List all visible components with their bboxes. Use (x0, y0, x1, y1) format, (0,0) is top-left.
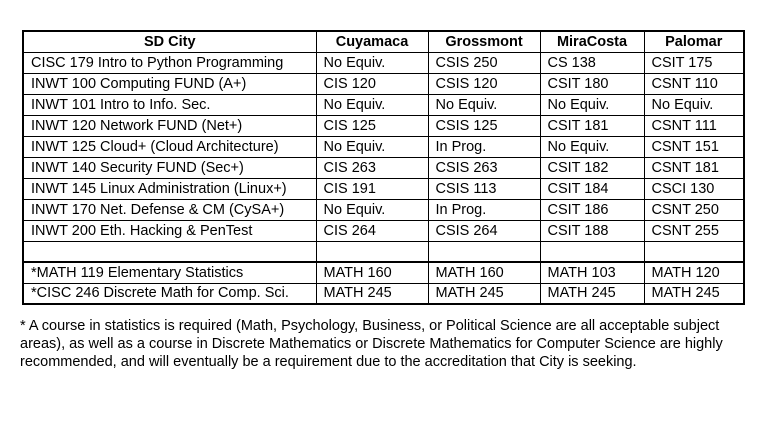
table-row (23, 94, 744, 115)
equivalent-course-cell: CSIT 186 (540, 199, 644, 220)
table-row (23, 178, 744, 199)
equivalent-course-cell: CSIT 175 (644, 52, 744, 73)
table-body (23, 52, 744, 304)
table-row (23, 220, 744, 241)
equivalent-course-cell: No Equiv. (316, 52, 428, 73)
equivalent-course-cell: No Equiv. (316, 94, 428, 115)
table-row (23, 136, 744, 157)
equivalent-course-cell: CSIS 263 (428, 157, 540, 178)
equivalent-course-cell: In Prog. (428, 199, 540, 220)
equivalent-course-cell: CIS 263 (316, 157, 428, 178)
equivalent-course-cell: CSIT 184 (540, 178, 644, 199)
course-cell: INWT 120 Network FUND (Net+) (23, 115, 316, 136)
footnote-text: * A course in statistics is required (Math, Psychology, Business, or Political Science are all acceptable subject areas), as well as a course in Discrete Mathematics or Discrete Mathematics for Computer Science are highly recommended, and will eventually be a requirement due to the accreditation that City is seeking. (20, 318, 723, 370)
course-cell: *MATH 119 Elementary Statistics (23, 262, 316, 283)
equivalent-course-cell: MATH 245 (540, 283, 644, 304)
equivalent-course-cell: MATH 160 (428, 262, 540, 283)
equivalent-course-cell: No Equiv. (316, 199, 428, 220)
equivalent-course-cell: CSIT 182 (540, 157, 644, 178)
table-row (23, 73, 744, 94)
equivalent-course-cell: No Equiv. (540, 94, 644, 115)
equivalent-course-cell: CIS 125 (316, 115, 428, 136)
course-cell: INWT 170 Net. Defense & CM (CySA+) (23, 199, 316, 220)
table-row (23, 199, 744, 220)
course-cell: CISC 179 Intro to Python Programming (23, 52, 316, 73)
course-equivalency-table (22, 30, 745, 305)
course-cell: INWT 140 Security FUND (Sec+) (23, 157, 316, 178)
equivalent-course-cell: No Equiv. (428, 94, 540, 115)
equivalent-course-cell: CSIS 120 (428, 73, 540, 94)
equivalent-course-cell (316, 241, 428, 262)
equivalent-course-cell: CSIS 125 (428, 115, 540, 136)
column-header-miracosta: MiraCosta (540, 31, 644, 52)
equivalent-course-cell: CSNT 181 (644, 157, 744, 178)
equivalent-course-cell: CSIS 250 (428, 52, 540, 73)
equivalent-course-cell: CSIS 264 (428, 220, 540, 241)
course-cell: INWT 145 Linux Administration (Linux+) (23, 178, 316, 199)
spacer-row (23, 241, 744, 262)
column-header-cuyamaca: Cuyamaca (316, 31, 428, 52)
equivalent-course-cell: CS 138 (540, 52, 644, 73)
equivalent-course-cell: MATH 245 (428, 283, 540, 304)
equivalent-course-cell: MATH 120 (644, 262, 744, 283)
equivalent-course-cell: CSCI 130 (644, 178, 744, 199)
column-header-grossmont: Grossmont (428, 31, 540, 52)
header-row (23, 31, 744, 52)
equivalent-course-cell: CSIT 181 (540, 115, 644, 136)
column-header-palomar: Palomar (644, 31, 744, 52)
equivalent-course-cell (540, 241, 644, 262)
table-row (23, 115, 744, 136)
equivalent-course-cell: CSIT 188 (540, 220, 644, 241)
table-row (23, 52, 744, 73)
equivalent-course-cell: CSNT 250 (644, 199, 744, 220)
equivalent-course-cell: CIS 120 (316, 73, 428, 94)
course-cell: INWT 200 Eth. Hacking & PenTest (23, 220, 316, 241)
course-cell (23, 241, 316, 262)
column-header-sd-city: SD City (23, 31, 316, 52)
course-cell: INWT 125 Cloud+ (Cloud Architecture) (23, 136, 316, 157)
equivalent-course-cell: CIS 264 (316, 220, 428, 241)
equivalent-course-cell: CIS 191 (316, 178, 428, 199)
equivalent-course-cell: CSNT 111 (644, 115, 744, 136)
equivalent-course-cell: MATH 103 (540, 262, 644, 283)
equivalent-course-cell: In Prog. (428, 136, 540, 157)
equivalent-course-cell: CSNT 151 (644, 136, 744, 157)
table-row (23, 157, 744, 178)
equivalent-course-cell: MATH 245 (316, 283, 428, 304)
equivalent-course-cell: CSIT 180 (540, 73, 644, 94)
course-cell: INWT 101 Intro to Info. Sec. (23, 94, 316, 115)
equivalent-course-cell: CSNT 110 (644, 73, 744, 94)
equivalent-course-cell: No Equiv. (540, 136, 644, 157)
equivalent-course-cell: CSIS 113 (428, 178, 540, 199)
table-row (23, 262, 744, 283)
equivalent-course-cell: MATH 245 (644, 283, 744, 304)
equivalent-course-cell: CSNT 255 (644, 220, 744, 241)
table-row (23, 283, 744, 304)
equivalent-course-cell: MATH 160 (316, 262, 428, 283)
course-cell: *CISC 246 Discrete Math for Comp. Sci. (23, 283, 316, 304)
equivalent-course-cell (644, 241, 744, 262)
equivalent-course-cell: No Equiv. (644, 94, 744, 115)
equivalent-course-cell (428, 241, 540, 262)
equivalent-course-cell: No Equiv. (316, 136, 428, 157)
course-cell: INWT 100 Computing FUND (A+) (23, 73, 316, 94)
